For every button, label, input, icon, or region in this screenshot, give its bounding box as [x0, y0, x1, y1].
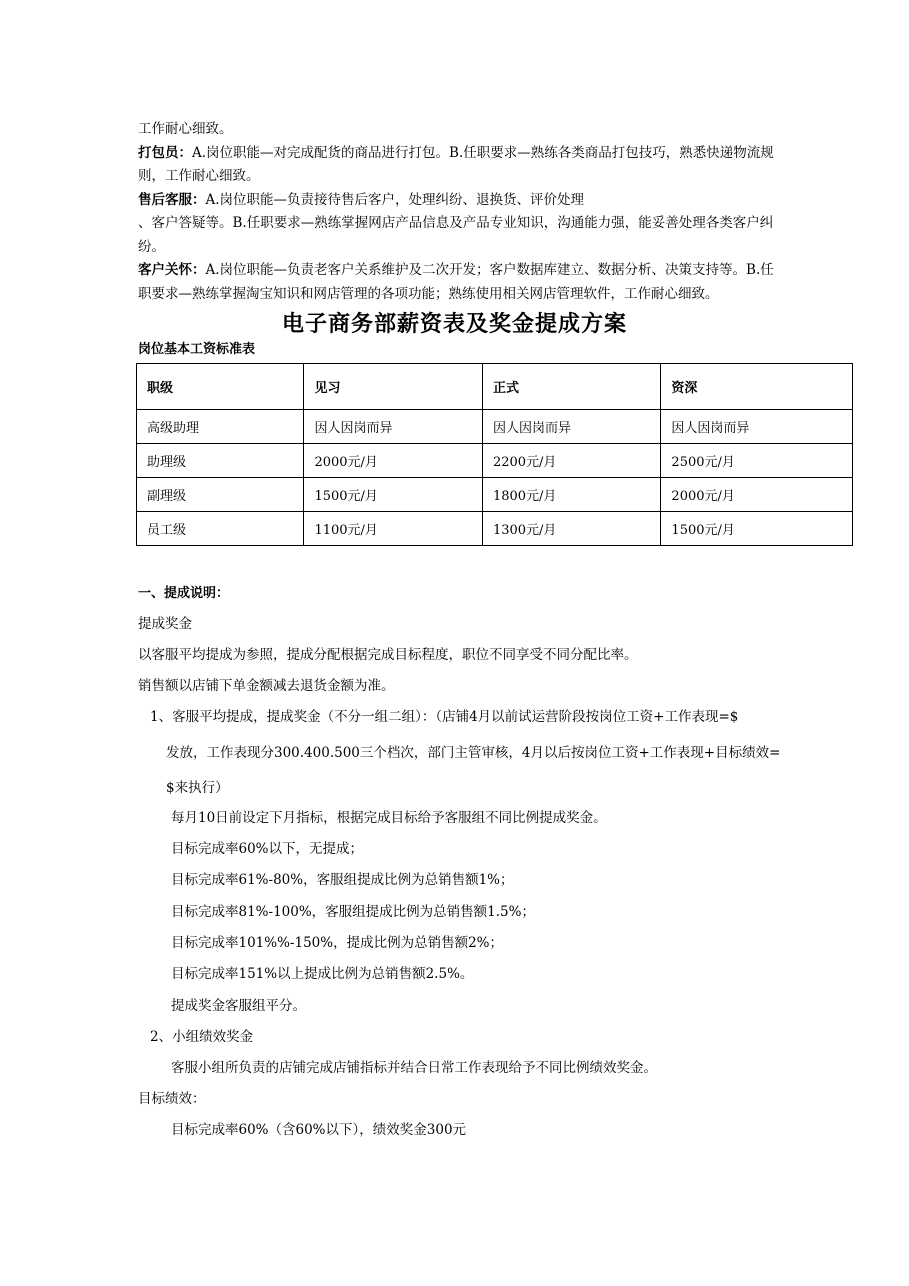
- table-cell: 员工级: [137, 512, 304, 546]
- table-cell: 2000元/月: [661, 478, 853, 512]
- rate-line: 目标完成率81%-100%，客服组提成比例为总销售额1.5%；: [171, 904, 535, 920]
- performance-label: 目标绩效：: [138, 1091, 206, 1107]
- table-cell: 高级助理: [137, 410, 304, 444]
- table-cell: 2200元/月: [482, 444, 660, 478]
- table-cell: 2000元/月: [304, 444, 482, 478]
- rate-line: 目标完成率61%-80%，客服组提成比例为总销售额1%；: [171, 872, 514, 888]
- packer-text: A.岗位职能—对完成配货的商品进行打包。B.任职要求—熟练各类商品打包技巧，熟悉快递物流规则，工作耐心细致。: [138, 144, 774, 184]
- table-cell: 助理级: [137, 444, 304, 478]
- item1-line1: 1、客服平均提成，提成奖金（不分一组二组）：（店铺4月以前试运营阶段按岗位工资+工作表现=$: [150, 709, 739, 725]
- aftersales-text: A.岗位职能—负责接待售后客户，处理纠纷、退换货、评价处理: [205, 191, 585, 208]
- table-row: [137, 478, 853, 512]
- intro-line-0: 工作耐心细致。: [138, 121, 233, 137]
- table-row: [137, 444, 853, 478]
- salary-table: [136, 363, 853, 546]
- table-cell: 因人因岗而异: [304, 410, 482, 444]
- paragraph-reference: 以客服平均提成为参照，提成分配根据完成目标程度，职位不同享受不同分配比率。: [138, 647, 638, 663]
- aftersales-text-2: 、客户答疑等。B.任职要求—熟练掌握网店产品信息及产品专业知识，沟通能力强，能妥善处理各类客户纠纷。: [138, 215, 774, 255]
- item2-heading: 2、小组绩效奖金: [150, 1029, 254, 1045]
- rate-line: 目标完成率60%以下，无提成；: [171, 841, 364, 857]
- item2-text: 客服小组所负责的店铺完成店铺指标并结合日常工作表现给予不同比例绩效奖金。: [171, 1060, 657, 1076]
- document-title: 电子商务部薪资表及奖金提成方案: [281, 312, 627, 337]
- table-cell: 副理级: [137, 478, 304, 512]
- intro-text: [138, 118, 778, 306]
- packer-label: 打包员：: [138, 144, 192, 161]
- table-cell: 因人因岗而异: [661, 410, 853, 444]
- rate-line: 目标完成率101%%-150%，提成比例为总销售额2%；: [171, 935, 503, 951]
- table-cell: 1300元/月: [482, 512, 660, 546]
- header-regular: 正式: [482, 364, 660, 410]
- table-row: [137, 410, 853, 444]
- header-trainee: 见习: [304, 364, 482, 410]
- care-paragraph: [138, 259, 778, 306]
- table-header-row: [137, 364, 853, 410]
- care-text: A.岗位职能—负责老客户关系维护及二次开发；客户数据库建立、数据分析、决策支持等。B.任职要求—熟练掌握淘宝知识和网店管理的各项功能；熟练使用相关网店管理软件，工作耐心细致。: [138, 262, 774, 302]
- table-title: 岗位基本工资标准表: [138, 342, 256, 357]
- aftersales-paragraph: [138, 189, 778, 213]
- header-senior: 资深: [661, 364, 853, 410]
- packer-paragraph: [138, 142, 778, 189]
- table-cell: 因人因岗而异: [482, 410, 660, 444]
- care-label: 客户关怀：: [138, 262, 206, 278]
- table-cell: 1800元/月: [482, 478, 660, 512]
- item1-line3: $来执行）: [166, 780, 229, 796]
- table-cell: 1100元/月: [304, 512, 482, 546]
- monthly-target-text: 每月10日前设定下月指标，根据完成目标给予客服组不同比例提成奖金。: [171, 810, 607, 826]
- aftersales-label: 售后客服：: [138, 191, 206, 208]
- item1-line2: 发放，工作表现分300.400.500三个档次，部门主管审核，4月以后按岗位工资+工作表现+目标绩效=: [166, 745, 781, 761]
- performance-line: 目标完成率60%（含60%以下），绩效奖金300元: [171, 1122, 467, 1138]
- table-cell: 1500元/月: [661, 512, 853, 546]
- header-level: 职级: [137, 364, 304, 410]
- table-cell: 1500元/月: [304, 478, 482, 512]
- table-row: [137, 512, 853, 546]
- split-text: 提成奖金客服组平分。: [171, 998, 306, 1014]
- section-subheading: 提成奖金: [138, 616, 192, 632]
- section-heading: 一、提成说明：: [138, 586, 230, 601]
- rate-line: 目标完成率151%以上提成比例为总销售额2.5%。: [171, 966, 474, 982]
- table-cell: 2500元/月: [661, 444, 853, 478]
- paragraph-sales: 销售额以店铺下单金额减去退货金额为准。: [138, 678, 395, 694]
